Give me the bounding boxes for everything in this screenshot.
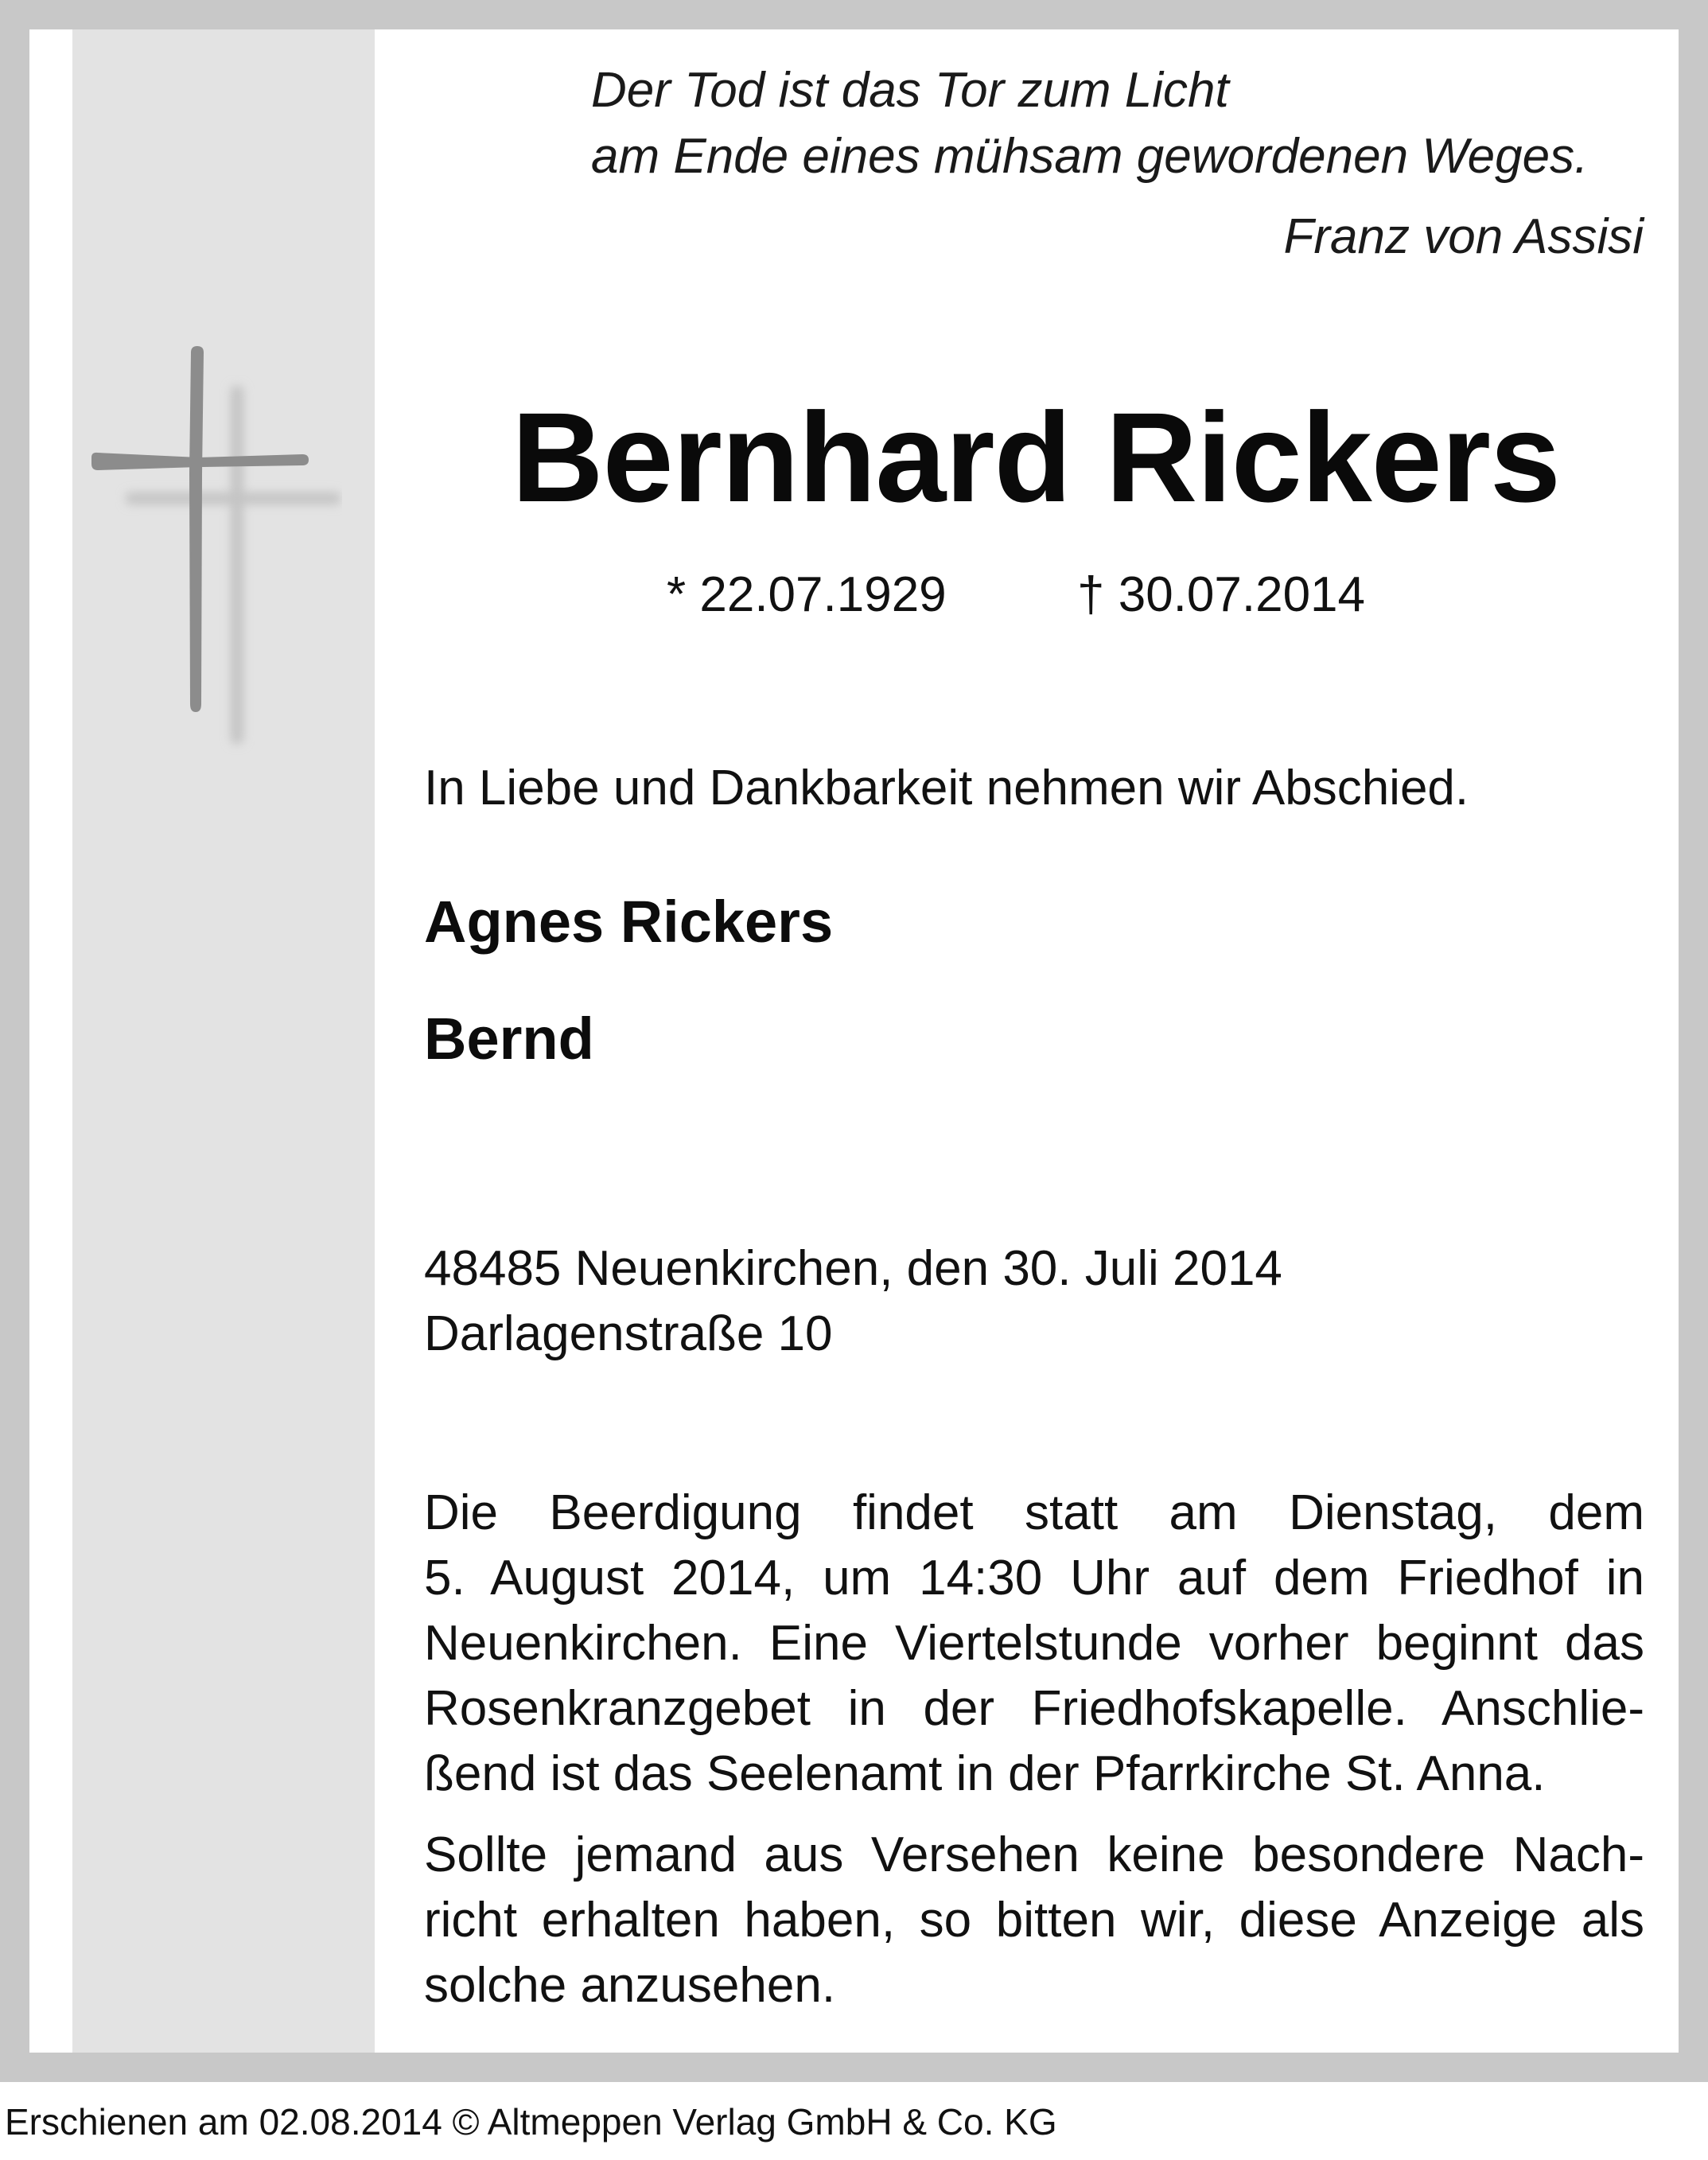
cross-icon [56, 314, 342, 760]
notice-line: Sollte jemand aus Versehen keine besondere Nach- [424, 1827, 1644, 1882]
notice-line: solche anzusehen. [424, 1958, 836, 2013]
funeral-line: Die Beerdigung findet statt am Dienstag, dem [424, 1485, 1644, 1540]
address-line-1: 48485 Neuenkirchen, den 30. Juli 2014 [424, 1241, 1282, 1296]
funeral-details [424, 1481, 1644, 1807]
birth-date: * 22.07.1929 [667, 567, 947, 622]
quote-line-1: Der Tod ist das Tor zum Licht [591, 63, 1229, 118]
farewell-text: In Liebe und Dankbarkeit nehmen wir Abschied. [424, 761, 1469, 815]
publication-footer: Erschienen am 02.08.2014 © Altmeppen Verlag GmbH & Co. KG [5, 2101, 1057, 2142]
mourner-name: Bernd [424, 1006, 594, 1072]
quote-author: Franz von Assisi [1283, 209, 1644, 264]
quote-line-2: am Ende eines mühsam gewordenen Weges. [591, 129, 1589, 184]
deceased-name: Bernhard Rickers [512, 386, 1560, 528]
address-line-2: Darlagenstraße 10 [424, 1306, 833, 1361]
address [424, 1236, 1282, 1367]
cross-shadow [126, 386, 340, 744]
funeral-line: Neuenkirchen. Eine Viertelstunde vorher beginnt das [424, 1616, 1644, 1671]
quote [591, 57, 1641, 189]
mourner-name: Agnes Rickers [424, 889, 834, 955]
cross-shape [91, 346, 309, 712]
notice-text [424, 1823, 1644, 2018]
death-date: † 30.07.2014 [1077, 567, 1366, 622]
notice-line: richt erhalten haben, so bitten wir, diese Anzeige als [424, 1893, 1644, 1948]
funeral-line: 5. August 2014, um 14:30 Uhr auf dem Friedhof in [424, 1551, 1644, 1605]
funeral-line: Rosenkranzgebet in der Friedhofskapelle. Anschlie- [424, 1681, 1644, 1736]
funeral-line: ßend ist das Seelenamt in der Pfarrkirche St. Anna. [424, 1746, 1546, 1801]
